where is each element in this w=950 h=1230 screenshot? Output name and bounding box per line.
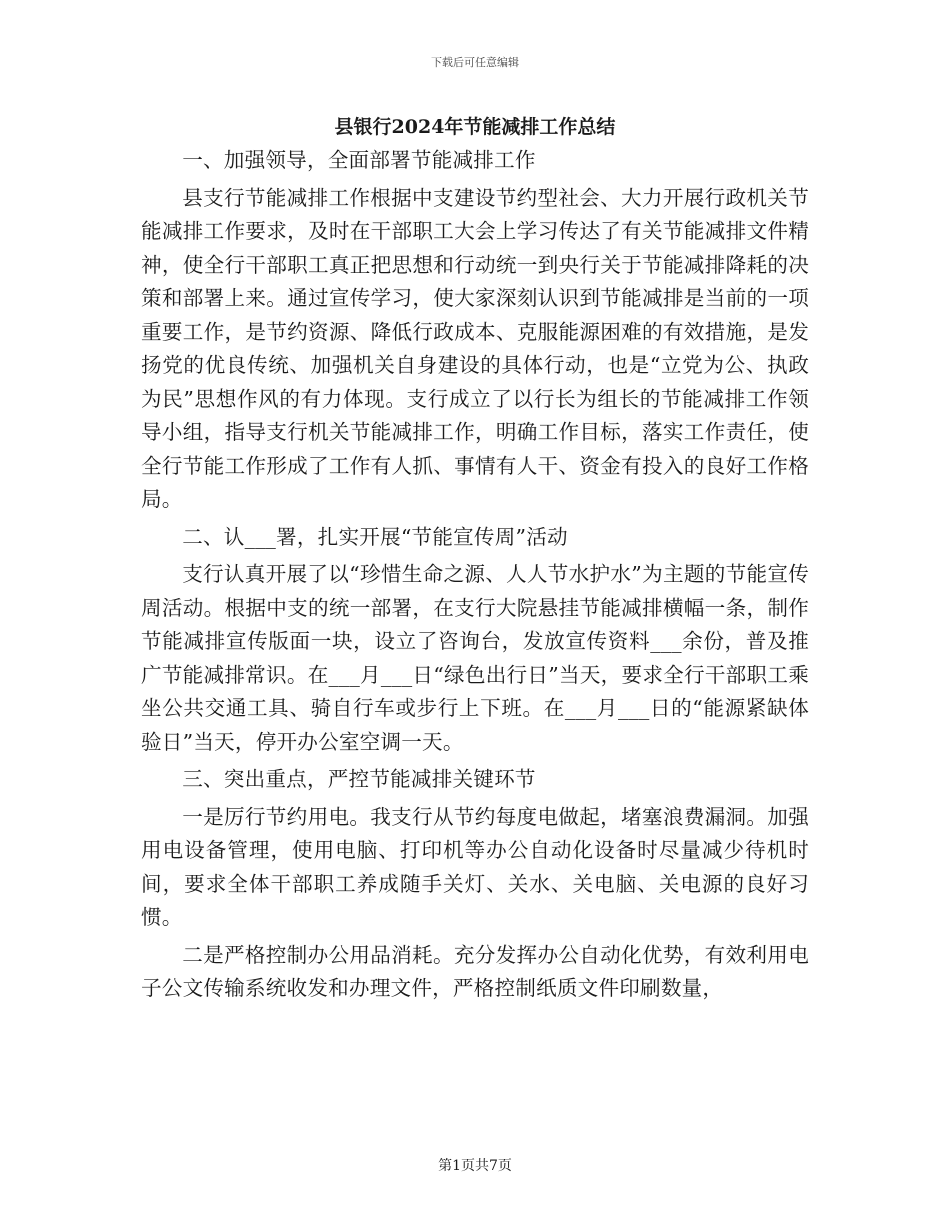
section-heading-3: 三、突出重点，严控节能减排关键环节 [182,767,536,791]
page-footer: 第1页共7页 [438,1158,512,1174]
header-note: 下载后可任意编辑 [431,56,519,69]
paragraph-4: 二是严格控制办公用品消耗。充分发挥办公自动化优势，有效利用电子公文传输系统收发和办理文件，严格控制纸质文件印刷数量， [141,942,809,1000]
paragraph-1: 县支行节能减排工作根据中支建设节约型社会、大力开展行政机关节能减排工作要求，及时在干部职工大会上学习传达了有关节能减排文件精神，使全行干部职工真正把思想和行动统一到央行关于节能减排降耗的决策和部署上来。通过宣传学习，使大家深刻认识到节能减排是当前的一项重要工作，是节约资源、降低行政成本、克服能源困难的有效措施，是发扬党的优良传统、加强机关自身建设的具体行动，也是“立党为公、执政为民”思想作风的有力体现。支行成立了以行长为组长的节能减排工作领导小组，指导支行机关节能减排工作，明确工作目标，落实工作责任，使全行节能工作形成了工作有人抓、事情有人干、资金有投入的良好工作格局。 [141,185,809,511]
document-body [141,112,809,1010]
section-heading-2: 二、认___署，扎实开展“节能宣传周”活动 [182,524,568,549]
document-title: 县银行2024年节能减排工作总结 [334,116,616,138]
paragraph-2: 支行认真开展了以“珍惜生命之源、人人节水护水”为主题的节能宣传周活动。根据中支的统一部署，在支行大院悬挂节能减排横幅一条，制作节能减排宣传版面一块，设立了咨询台，发放宣传资料___余份，普及推广节能减排常识。在___月___日“绿色出行日”当天，要求全行干部职工乘坐公共交通工具、骑自行车或步行上下班。在___月___日的“能源紧缺体验日”当天，停开办公室空调一天。 [141,562,809,754]
paragraph-3: 一是厉行节约用电。我支行从节约每度电做起，堵塞浪费漏洞。加强用电设备管理，使用电脑、打印机等办公自动化设备时尽量减少待机时间，要求全体干部职工养成随手关灯、关水、关电脑、关电源的良好习惯。 [141,804,809,929]
section-heading-1: 一、加强领导，全面部署节能减排工作 [182,148,536,172]
